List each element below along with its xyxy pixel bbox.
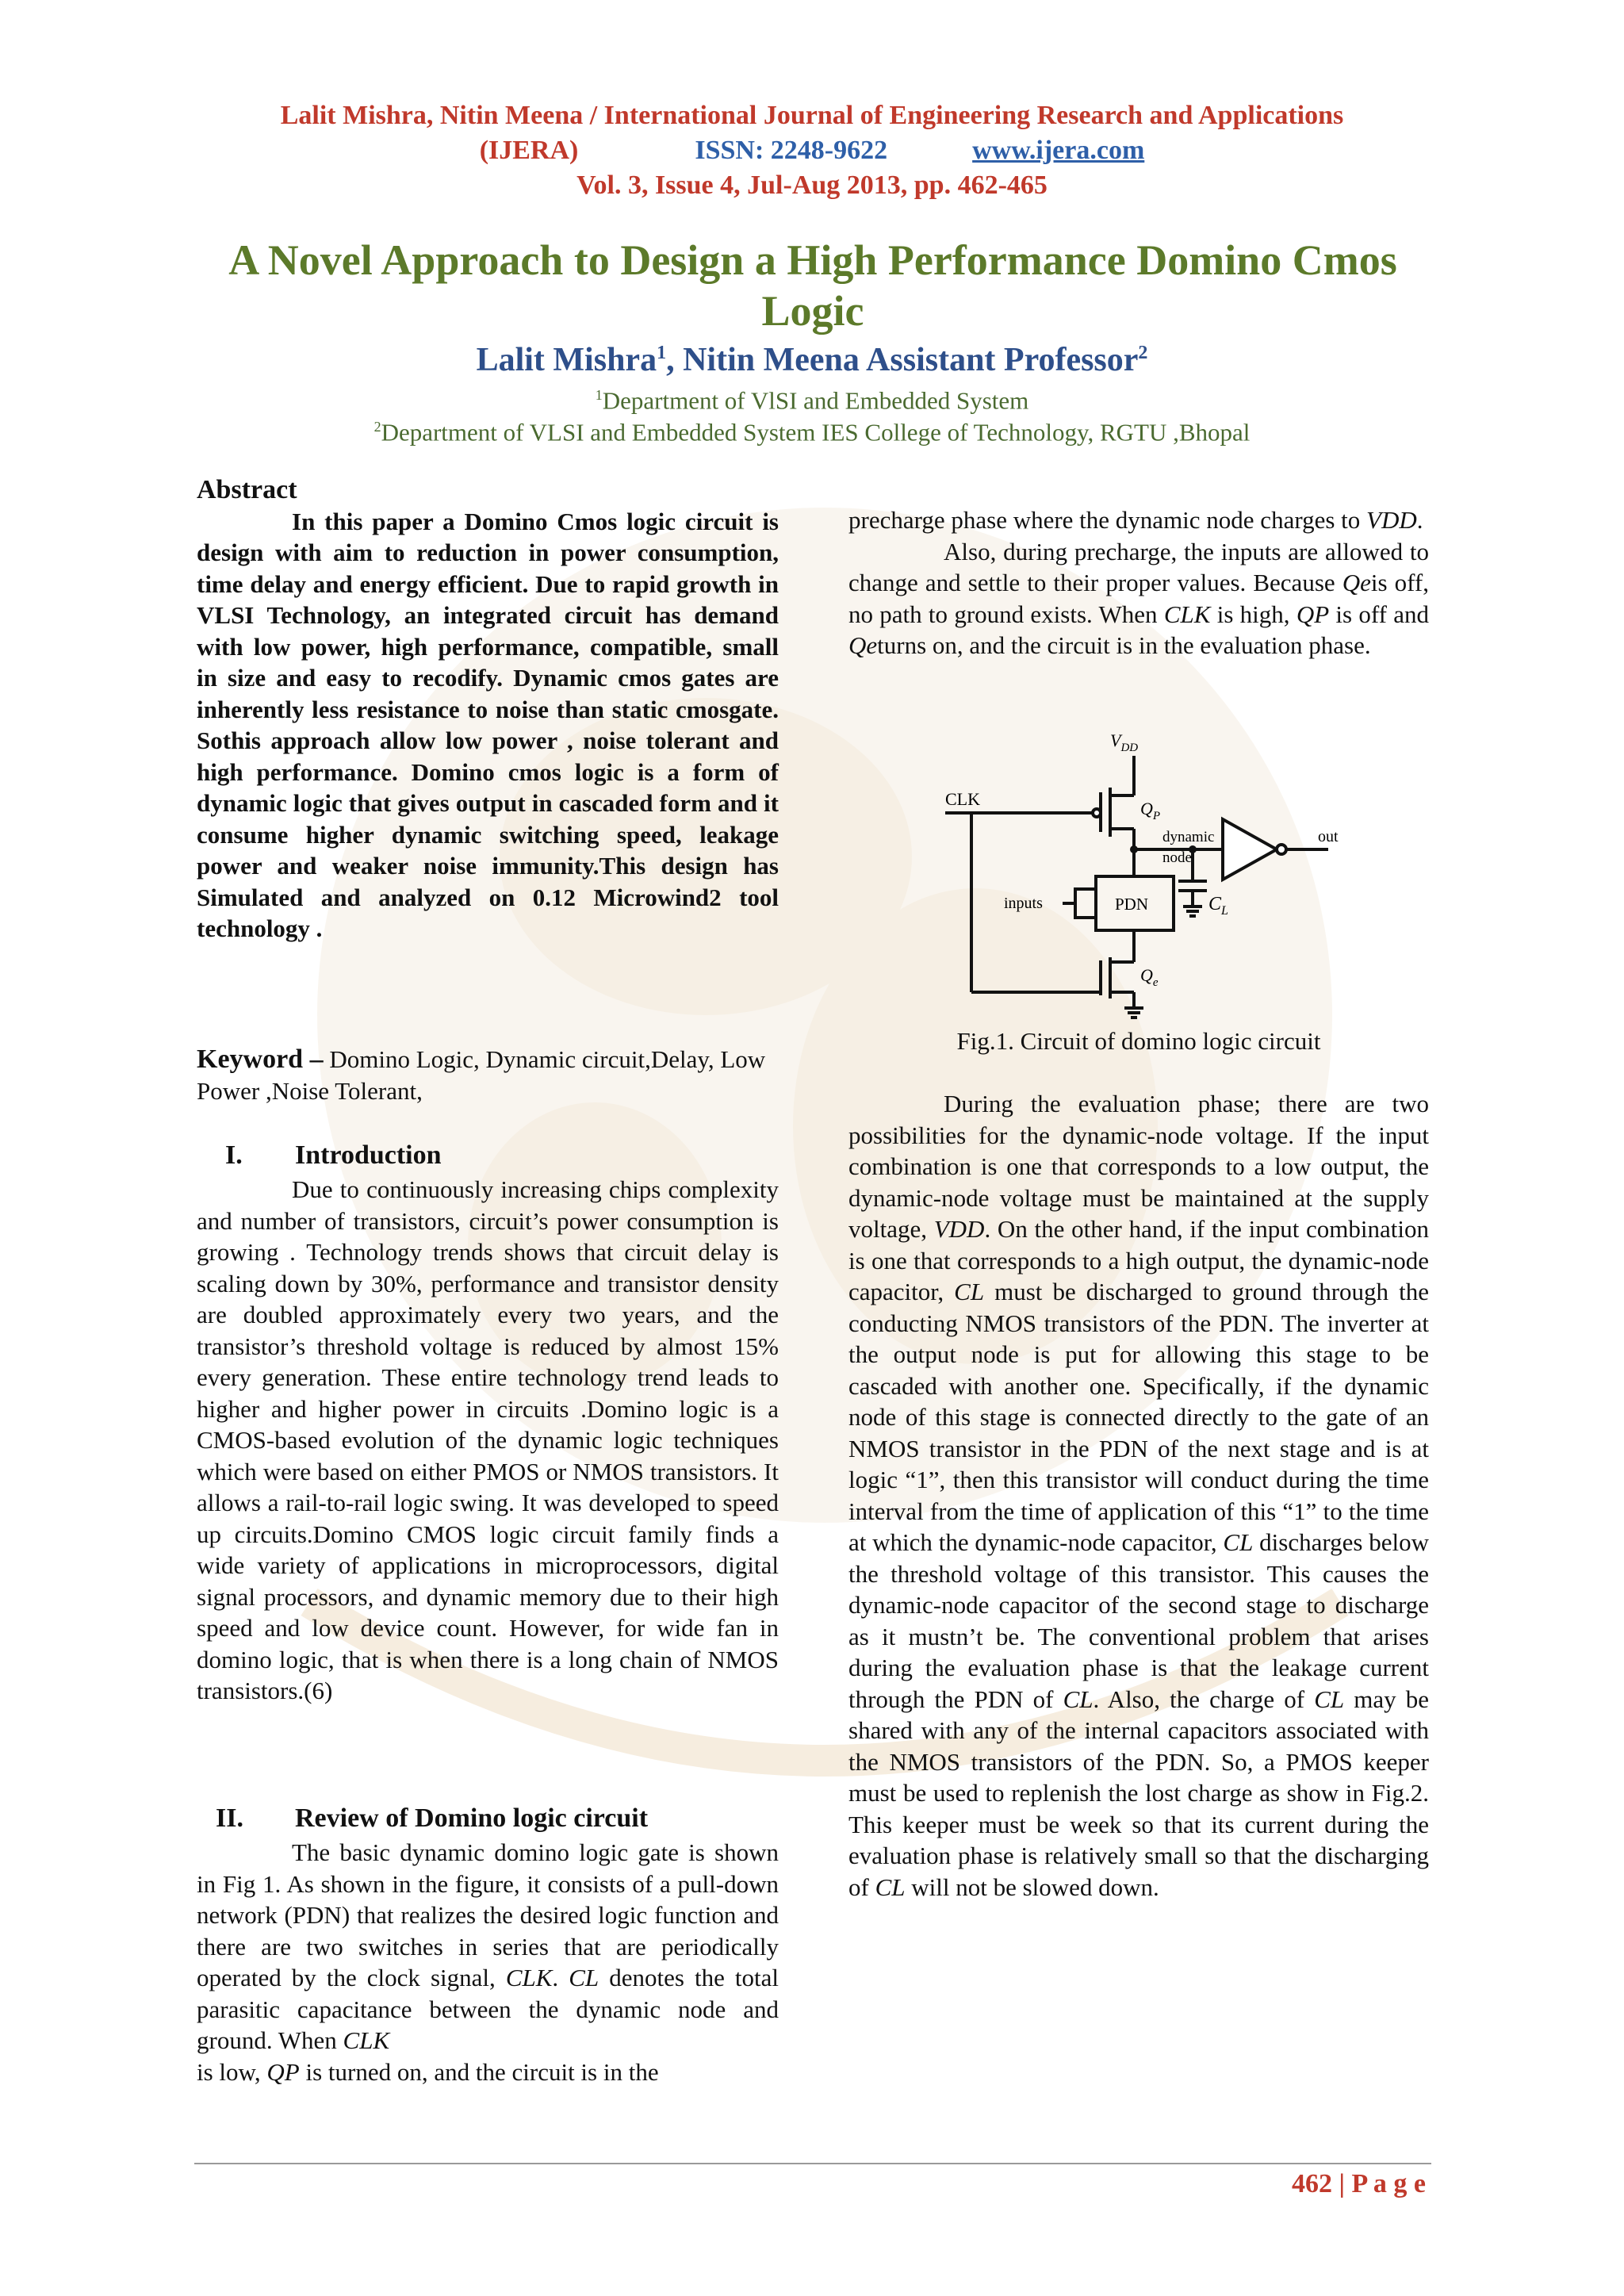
vdd-label: $V_{DD}$ xyxy=(1110,730,1139,754)
affiliation-2-text: Department of VLSI and Embedded System IES College of Technology, RGTU ,Bhopal xyxy=(381,418,1251,447)
volume-issue xyxy=(0,168,1624,203)
out-label: out xyxy=(1318,828,1339,845)
p1-continued: precharge phase where the dynamic node charges to VDD. xyxy=(848,506,1423,534)
header-authors-journal: Lalit Mishra, Nitin Meena / International Journal of Engineering Research and Applications xyxy=(280,101,1344,130)
author-2-sup: 2 xyxy=(1138,343,1148,363)
issn: ISSN: 2248-9622 xyxy=(695,136,888,165)
dynamic-label: dynamic xyxy=(1162,829,1215,845)
qp-label: $Q_P$ xyxy=(1140,799,1161,822)
introduction-text: Due to continuously increasing chips complexity and number of transistors, circuit’s power consumption is growing . Technology trends shows that circuit delay is scaling down by 30%, performance and transistor density are doubled approximately every two years, and the transistor’s threshold voltage is reduced by almost 15% every generation. These entire technology trend leads to higher and higher power in circuits .Domino logic is a CMOS-based evolution of the dynamic logic techniques which were based on either PMOS or NMOS transistors. It allows a rail-to-rail logic swing. It was developed to speed up circuits.Domino CMOS logic circuit family finds a wide variety of applications in microprocessors, digital signal processors, and dynamic memory due to their high speed and low device count. However, for wide fan in domino logic, that is when there is a long chain of NMOS transistors.(6) xyxy=(197,1175,779,1704)
p3-cl-5: CL xyxy=(875,1872,906,1901)
p1-clk-2: CLK xyxy=(343,2026,390,2054)
p1-vdd: VDD xyxy=(1366,506,1417,534)
affiliation-1-text: Department of VlSI and Embedded System xyxy=(602,386,1029,415)
affiliation-1-sup: 1 xyxy=(595,387,603,403)
affiliation-2 xyxy=(0,411,1624,448)
authors xyxy=(0,332,1624,381)
p1-f: . xyxy=(1416,506,1423,534)
p3-cl-2: CL xyxy=(1223,1528,1254,1556)
cl-label: $C_L$ xyxy=(1208,894,1228,918)
abstract-text: In this paper a Domino Cmos logic circuit is design with aim to reduction in power consumption, time delay and energy efficient. Due to rapid growth in VLSI Technology, an integrated circuit has demand with low power, high performance, compatible, small in size and easy to recodify. Dynamic cmos gates are inherently less resistance to noise than static cmosgate. Sothis approach allow low power , noise tolerant and high performance. Domino cmos logic is a form of dynamic logic that gives output in cascaded form and it consume higher dynamic switching speed, leakage power and weaker noise immunity.This design has Simulated and analyzed on 0.12 Microwind2 tool technology . xyxy=(197,507,779,942)
p2-e: turns on, and the circuit is in the evaluation phase. xyxy=(877,631,1371,659)
journal-abbr: (IJERA) xyxy=(479,136,579,165)
p2-d: is off and xyxy=(1329,600,1429,628)
p2-qe-2: Qe xyxy=(848,631,878,659)
journal-website-link[interactable]: www.ijera.com xyxy=(972,136,1145,165)
p3-b: . On the other hand, if the input combination is one that corresponds to a high output, the dynamic-node capacitor, xyxy=(848,1215,1430,1305)
node-label: node xyxy=(1162,849,1192,866)
p2-b: is off, no path to ground exists. When xyxy=(848,569,1429,628)
clk-label: CLK xyxy=(945,789,980,809)
title-line-2: Logic xyxy=(761,287,864,335)
footer-divider xyxy=(194,2163,1431,2164)
p3-d: discharges below the threshold voltage of this transistor. This causes the dynamic-node capacitor of the second stage to discharge as it mustn’t be. The conventional problem that arises during the evaluation phase is that the leakage current through the PDN of xyxy=(848,1528,1429,1713)
introduction-body xyxy=(197,1174,779,1707)
page-number: 462 | P a g e xyxy=(1292,2169,1426,2198)
p3-cl: CL xyxy=(954,1278,985,1305)
inputs-label: inputs xyxy=(1004,895,1043,912)
p3-g: will not be slowed down. xyxy=(905,1872,1159,1901)
abstract-section xyxy=(197,474,779,945)
p3-vdd: VDD xyxy=(933,1215,985,1243)
p1-qp: QP xyxy=(266,2057,300,2086)
evaluation-phase-text xyxy=(848,1088,1429,1903)
p1-cl: CL xyxy=(569,1964,599,1991)
p3-f: may be shared with any of the internal capacitors associated with the NMOS transistors of the PDN. So, a PMOS keeper must be used to replenish the lost charge as show in Fig.2. This keeper must be week so that its current during the evaluation phase is relatively small so that the discharging of xyxy=(848,1685,1429,1901)
pdn-label: PDN xyxy=(1115,895,1149,914)
p1-clk: CLK xyxy=(505,1964,553,1991)
p1-d: is low, xyxy=(197,2057,267,2086)
p3-e: . Also, the charge of xyxy=(1093,1685,1315,1713)
p1-c: denotes the total parasitic capacitance between the dynamic node and ground. When xyxy=(197,1964,779,2054)
author-1: Lalit Mishra xyxy=(476,342,657,378)
section-1-number: I. xyxy=(225,1140,243,1170)
p2-a: Also, during precharge, the inputs are allowed to change and settle to their proper values. Because xyxy=(848,537,1429,596)
p2-clk: CLK xyxy=(1163,600,1211,628)
p3-a: During the evaluation phase; there are two possibilities for the dynamic-node voltage. If the input combination is one that corresponds to a low output, the dynamic-node voltage must be maintained at the supply voltage, xyxy=(848,1090,1429,1243)
journal-header xyxy=(0,98,1624,133)
qe-label: $Q_e$ xyxy=(1140,965,1159,989)
p1-a: The basic dynamic domino logic gate is shown in Fig 1. As shown in the figure, it consists of a pull-down network (PDN) that realizes the desired logic function and there are two switches in series that are periodically operated by the clock signal, xyxy=(197,1838,779,1991)
p3-cl-3: CL xyxy=(1063,1685,1094,1713)
paper-title xyxy=(159,235,1467,336)
p1-e-left: is turned on, and the circuit is in the xyxy=(299,2057,659,2086)
domino-circuit-figure xyxy=(936,726,1348,1019)
keywords xyxy=(197,1044,779,1106)
p2-qp: QP xyxy=(1296,600,1330,628)
review-paragraph-3 xyxy=(848,1088,1429,1903)
p3-cl-4: CL xyxy=(1314,1685,1345,1713)
review-paragraph-1-start xyxy=(197,1837,779,2087)
p2-qe: Qe xyxy=(1342,569,1371,596)
keywords-label: Keyword – xyxy=(197,1045,324,1074)
p3-c: must be discharged to ground through the conducting NMOS transistors of the PDN. The inverter at the output node is put for allowing this stage to be cascaded with another one. Specifically, if the dynamic node of this stage is connected directly to the gate of an NMOS transistor in the PDN of the next stage and is at logic “1”, then this transistor will conduct during the time interval from the time of application of this “1” to the time at which the dynamic-node capacitor, xyxy=(848,1278,1429,1556)
review-paragraph-2 xyxy=(848,536,1429,661)
author-1-sup: 1 xyxy=(657,343,667,363)
journal-header-line2 xyxy=(0,133,1624,168)
abstract-heading: Abstract xyxy=(197,475,297,504)
keywords-text: Domino Logic, Dynamic circuit,Delay, Low Power ,Noise Tolerant, xyxy=(197,1045,766,1105)
section-2-number: II. xyxy=(216,1803,243,1833)
review-body-left xyxy=(197,1837,779,2087)
p2-c: is high, xyxy=(1210,600,1297,628)
author-2: , Nitin Meena Assistant Professor xyxy=(666,342,1139,378)
section-1-title: Introduction xyxy=(295,1140,442,1170)
review-body-right-top xyxy=(848,504,1429,661)
volume-issue-text: Vol. 3, Issue 4, Jul-Aug 2013, pp. 462-465 xyxy=(576,171,1048,200)
section-2-title: Review of Domino logic circuit xyxy=(295,1803,649,1833)
title-line-1: A Novel Approach to Design a High Performance Domino Cmos xyxy=(228,236,1397,284)
p1-b: . xyxy=(552,1964,569,1991)
affiliation-2-sup: 2 xyxy=(373,419,381,435)
figure-caption: Fig.1. Circuit of domino logic circuit xyxy=(956,1027,1321,1055)
